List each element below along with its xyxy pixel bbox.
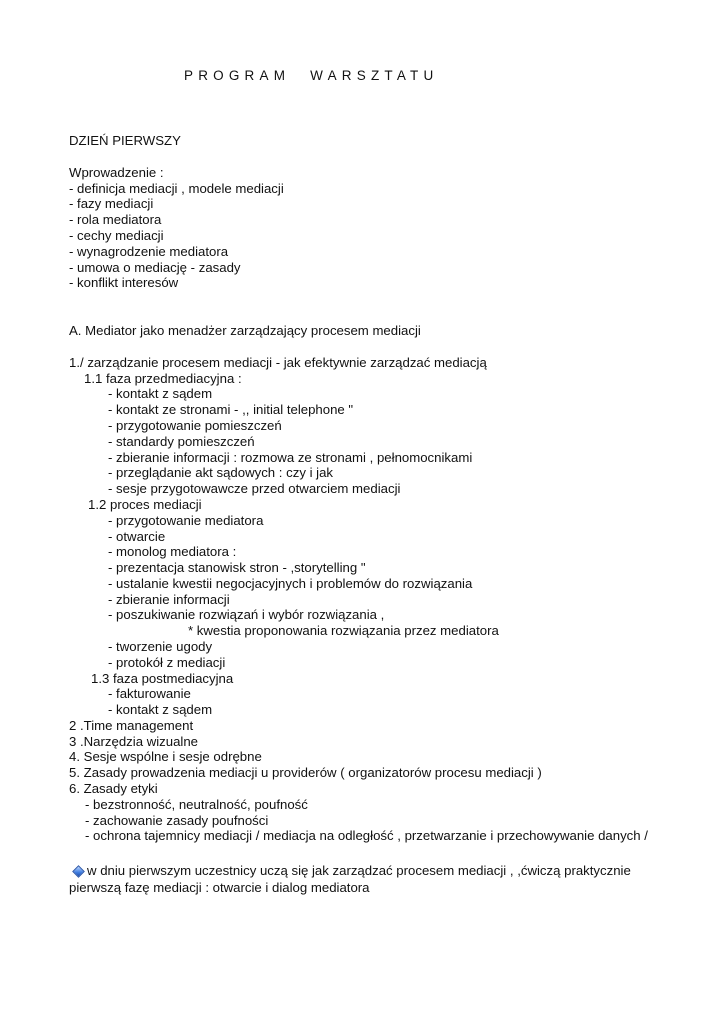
outline-item: - ustalanie kwestii negocjacyjnych i problemów do rozwiązania: [108, 576, 473, 591]
outline-item: - przeglądanie akt sądowych : czy i jak: [108, 465, 334, 480]
outline-item: 3 .Narzędzia wizualne: [69, 734, 199, 749]
outline-note: * kwestia proponowania rozwiązania przez mediatora: [188, 623, 499, 638]
outline-item: - zbieranie informacji: [108, 592, 230, 607]
outline-item: - protokół z mediacji: [108, 655, 226, 670]
outline-item: 4. Sesje wspólne i sesje odrębne: [69, 749, 262, 764]
outline-item: - ochrona tajemnicy mediacji / mediacja na odległość , przetwarzanie i przechowywanie danych /: [85, 828, 648, 843]
outline-item: - kontakt z sądem: [108, 386, 213, 401]
outline-item: - zachowanie zasady poufności: [85, 813, 269, 828]
outline-item: - bezstronność, neutralność, poufność: [85, 797, 308, 812]
title-word-program: PROGRAM: [184, 68, 291, 83]
outline-item: 1./ zarządzanie procesem mediacji - jak efektywnie zarządzać mediacją: [69, 355, 487, 370]
outline-item: - standardy pomieszczeń: [108, 434, 255, 449]
outline-subheading: 1.1 faza przedmediacyjna :: [84, 371, 242, 386]
outline-item: 2 .Time management: [69, 718, 194, 733]
outline-item: - przygotowanie pomieszczeń: [108, 418, 282, 433]
outline-item: - zbieranie informacji : rozmowa ze stronami , pełnomocnikami: [108, 450, 473, 465]
outline-item: - przygotowanie mediatora: [108, 513, 264, 528]
outline-item: - poszukiwanie rozwiązań i wybór rozwiązania ,: [108, 607, 385, 622]
outline-item: - prezentacja stanowisk stron - ,storytelling ": [108, 560, 366, 575]
summary-paragraph-line: w dniu pierwszym uczestnicy uczą się jak zarządzać procesem mediacji , ,ćwiczą praktycznie: [87, 863, 631, 878]
outline-item: 5. Zasady prowadzenia mediacji u providerów ( organizatorów procesu mediacji ): [69, 765, 542, 780]
outline-subheading: 1.2 proces mediacji: [88, 497, 202, 512]
outline-subheading: 1.3 faza postmediacyjna: [91, 671, 234, 686]
intro-heading: Wprowadzenie :: [69, 165, 164, 180]
outline-item: - kontakt ze stronami - ,, initial telephone ": [108, 402, 354, 417]
outline-item: - kontakt z sądem: [108, 702, 213, 717]
outline-item: - otwarcie: [108, 529, 166, 544]
intro-item: - umowa o mediację - zasady: [69, 260, 241, 275]
outline-item: 6. Zasady etyki: [69, 781, 158, 796]
intro-item: - definicja mediacji , modele mediacji: [69, 181, 284, 196]
outline-item: - sesje przygotowawcze przed otwarciem mediacji: [108, 481, 401, 496]
intro-item: - konflikt interesów: [69, 275, 179, 290]
title-word-warsztatu: WARSZTATU: [310, 68, 439, 83]
intro-item: - fazy mediacji: [69, 196, 154, 211]
outline-item: - monolog mediatora :: [108, 544, 237, 559]
summary-paragraph-line: pierwszą fazę mediacji : otwarcie i dialog mediatora: [69, 880, 370, 895]
intro-item: - wynagrodzenie mediatora: [69, 244, 229, 259]
intro-item: - rola mediatora: [69, 212, 162, 227]
intro-item: - cechy mediacji: [69, 228, 164, 243]
outline-item: - fakturowanie: [108, 686, 191, 701]
section-heading-day-one: DZIEŃ PIERWSZY: [69, 133, 181, 148]
diamond-bullet-icon: [72, 865, 85, 878]
document-title: [184, 68, 438, 84]
section-a-heading: A. Mediator jako menadżer zarządzający procesem mediacji: [69, 323, 421, 338]
outline-item: - tworzenie ugody: [108, 639, 213, 654]
